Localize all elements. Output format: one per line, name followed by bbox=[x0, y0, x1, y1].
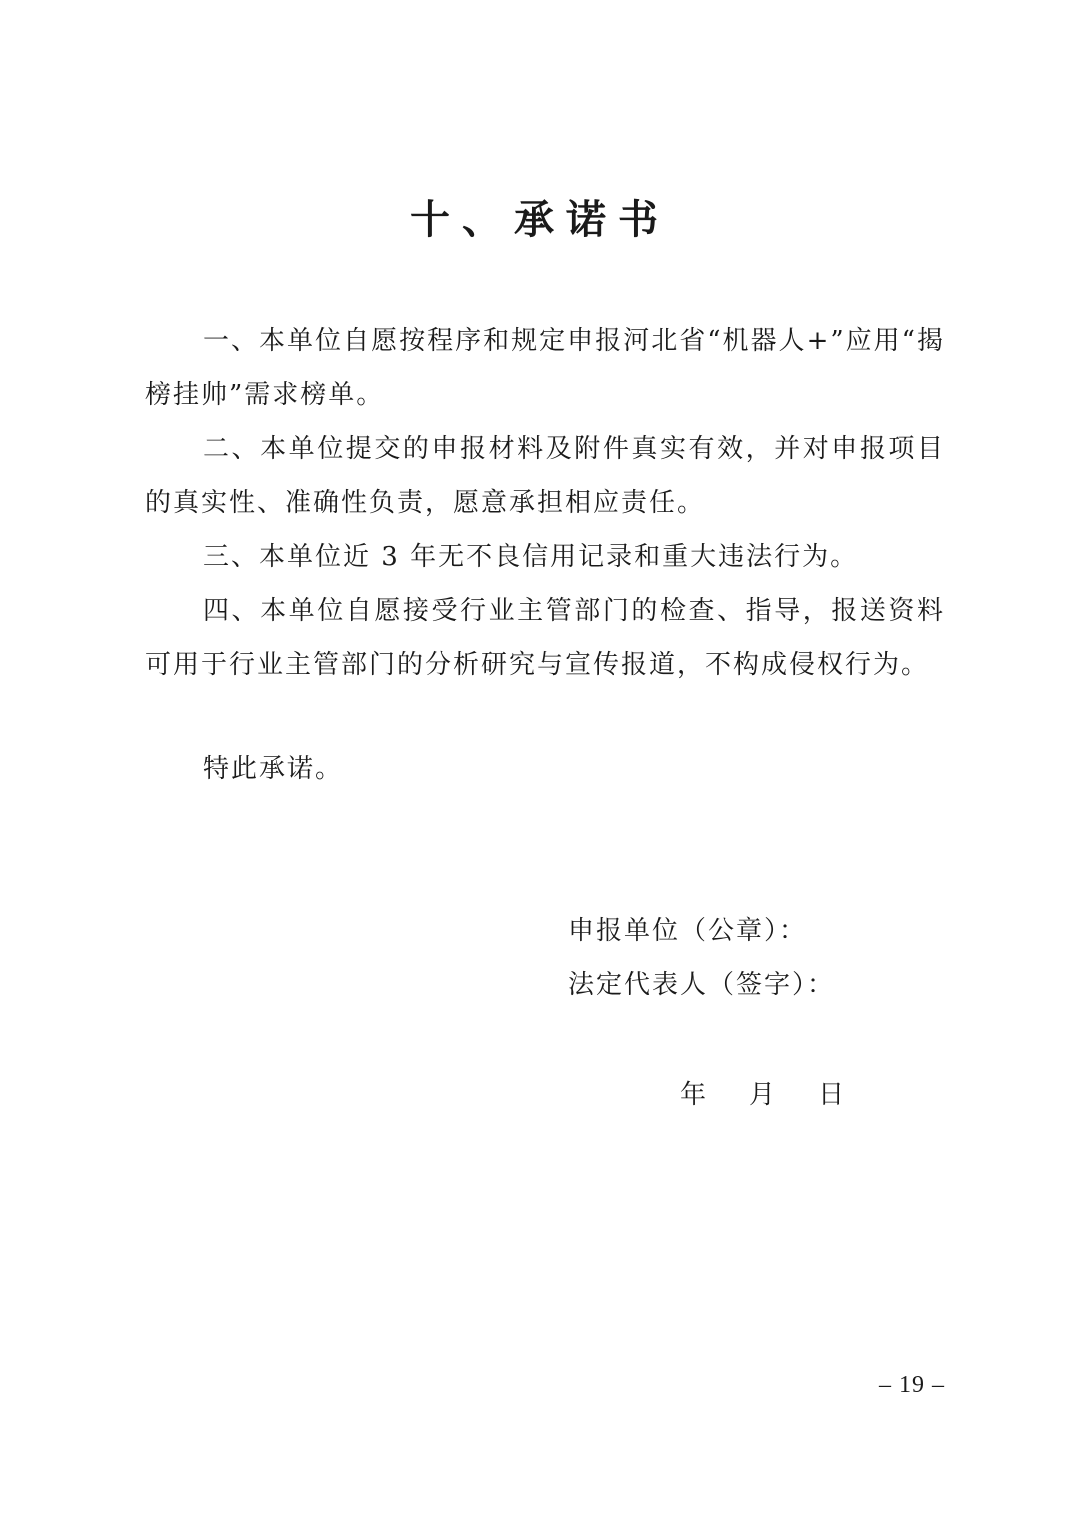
commitment-clause-3: 三、本单位近 3 年无不良信用记录和重大违法行为。 bbox=[203, 542, 859, 572]
commitment-body bbox=[145, 314, 945, 692]
commitment-clause-1: 一、本单位自愿按程序和规定申报河北省“机器人+”应用“揭榜挂帅”需求榜单。 bbox=[145, 326, 945, 410]
commitment-clause-2: 二、本单位提交的申报材料及附件真实有效，并对申报项目的真实性、准确性负责，愿意承担相应责任。 bbox=[145, 434, 945, 518]
date-line: 年 月 日 bbox=[680, 1080, 847, 1110]
signature-block bbox=[568, 904, 835, 1012]
page-number: – 19 – bbox=[879, 1372, 945, 1398]
commitment-clause-4: 四、本单位自愿接受行业主管部门的检查、指导，报送资料可用于行业主管部门的分析研究与宣传报道，不构成侵权行为。 bbox=[145, 596, 945, 680]
legal-representative-signature-label: 法定代表人（签字）： bbox=[568, 970, 836, 1000]
applicant-unit-seal-label: 申报单位（公章）： bbox=[568, 916, 808, 946]
document-title: 十、承诺书 bbox=[410, 196, 670, 243]
closing-statement: 特此承诺。 bbox=[203, 754, 344, 784]
